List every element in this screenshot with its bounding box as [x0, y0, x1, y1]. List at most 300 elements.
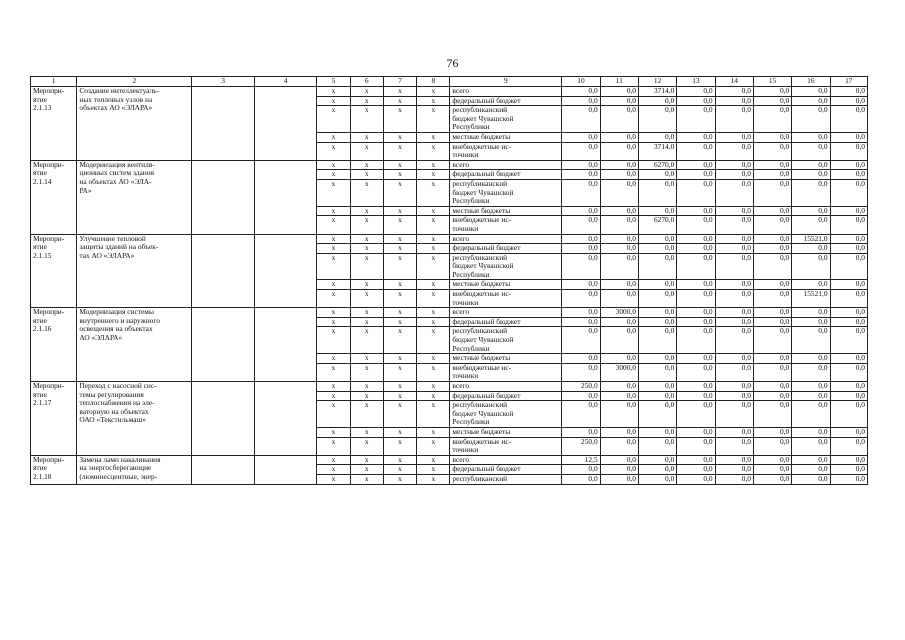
x-mark-cell: x	[317, 455, 350, 465]
funding-source-cell	[450, 132, 562, 142]
x-mark-cell: x	[350, 401, 383, 428]
value-cell: 0,0	[600, 354, 638, 364]
value-cell: 0,0	[830, 106, 867, 133]
value-cell: 0,0	[830, 253, 867, 280]
value-cell: 0,0	[753, 244, 791, 254]
value-cell: 0,0	[677, 354, 715, 364]
table-row	[31, 234, 868, 244]
value-cell: 0,0	[792, 382, 830, 392]
page-number: 76	[446, 56, 459, 70]
value-cell: 0,0	[753, 382, 791, 392]
x-mark-cell: x	[317, 253, 350, 280]
value-cell: 0,0	[830, 280, 867, 290]
x-mark-cell: x	[417, 216, 450, 234]
text-line: внебюджетные ис-	[452, 142, 512, 151]
value-cell: 0,0	[638, 234, 676, 244]
x-mark-cell: x	[317, 382, 350, 392]
measure-name-cell	[77, 455, 192, 484]
x-mark-cell: x	[383, 427, 416, 437]
measure-label-cell	[31, 234, 77, 308]
value-cell: 0,0	[830, 308, 867, 318]
text-line: Меропри-	[33, 307, 65, 317]
text-line: Республики	[452, 343, 490, 353]
x-mark-cell: x	[350, 132, 383, 142]
header-col-2: 2	[77, 77, 192, 87]
header-col-15: 15	[753, 77, 791, 87]
value-cell: 0,0	[715, 160, 753, 170]
funding-source-cell	[450, 465, 562, 475]
header-col-13: 13	[677, 77, 715, 87]
value-cell: 0,0	[715, 253, 753, 280]
value-cell: 0,0	[562, 160, 600, 170]
value-cell: 0,0	[600, 216, 638, 234]
text-line: республиканский	[452, 179, 508, 188]
value-cell: 250,0	[562, 437, 600, 455]
funding-source-cell	[450, 317, 562, 327]
funding-source-cell	[450, 427, 562, 437]
value-cell: 0,0	[715, 206, 753, 216]
funding-source-cell	[450, 179, 562, 206]
text-line: ОАО «Текстильмаш»	[79, 415, 146, 425]
value-cell: 0,0	[830, 363, 867, 381]
header-col-12: 12	[638, 77, 676, 87]
value-cell: 6270,0	[638, 216, 676, 234]
x-mark-cell: x	[383, 96, 416, 106]
x-mark-cell: x	[417, 308, 450, 318]
value-cell: 0,0	[792, 170, 830, 180]
value-cell: 0,0	[562, 170, 600, 180]
value-cell: 0,0	[792, 317, 830, 327]
x-mark-cell: x	[417, 106, 450, 133]
funding-source-cell	[450, 87, 562, 97]
x-mark-cell: x	[317, 132, 350, 142]
value-cell: 0,0	[715, 327, 753, 354]
text-line: всего	[452, 234, 470, 243]
value-cell: 0,0	[677, 317, 715, 327]
value-cell: 0,0	[677, 132, 715, 142]
funding-source-cell	[450, 160, 562, 170]
funding-source-cell	[450, 170, 562, 180]
text-line: Республики	[452, 196, 490, 206]
x-mark-cell: x	[350, 465, 383, 475]
value-cell: 0,0	[792, 106, 830, 133]
text-line: всего	[452, 381, 470, 390]
value-cell: 0,0	[715, 179, 753, 206]
value-cell: 0,0	[715, 216, 753, 234]
x-mark-cell: x	[317, 170, 350, 180]
value-cell: 0,0	[715, 290, 753, 308]
table-row	[31, 87, 868, 97]
text-line: АО «ЭЛАРА»	[79, 333, 123, 343]
value-cell: 0,0	[830, 455, 867, 465]
text-line: бюджет Чувашской	[452, 335, 514, 345]
value-cell: 0,0	[677, 455, 715, 465]
text-line: Переход с насосной сис-	[79, 381, 157, 390]
value-cell: 250,0	[562, 382, 600, 392]
measure-label-cell	[31, 308, 77, 382]
x-mark-cell: x	[417, 437, 450, 455]
header-col-1: 1	[31, 77, 77, 87]
value-cell: 0,0	[677, 290, 715, 308]
value-cell: 0,0	[562, 391, 600, 401]
funding-source-cell	[450, 455, 562, 465]
value-cell: 0,0	[600, 290, 638, 308]
x-mark-cell: x	[317, 179, 350, 206]
funding-source-cell	[450, 280, 562, 290]
x-mark-cell: x	[350, 382, 383, 392]
measure-label-cell	[31, 455, 77, 484]
x-mark-cell: x	[317, 206, 350, 216]
value-cell: 0,0	[753, 160, 791, 170]
value-cell: 0,0	[600, 106, 638, 133]
header-col-17: 17	[830, 77, 867, 87]
value-cell: 0,0	[638, 363, 676, 381]
x-mark-cell: x	[383, 354, 416, 364]
value-cell: 0,0	[562, 106, 600, 133]
text-line: федеральный бюджет	[452, 464, 521, 474]
value-cell: 0,0	[792, 142, 830, 160]
value-cell: 0,0	[753, 132, 791, 142]
text-line: Меропри-	[33, 381, 65, 390]
x-mark-cell: x	[383, 142, 416, 160]
x-mark-cell: x	[350, 290, 383, 308]
value-cell: 0,0	[830, 465, 867, 475]
x-mark-cell: x	[317, 465, 350, 475]
value-cell: 0,0	[715, 455, 753, 465]
x-mark-cell: x	[383, 132, 416, 142]
value-cell: 0,0	[753, 308, 791, 318]
text-line: Улучшение тепловой	[79, 234, 146, 243]
text-line: точники	[452, 297, 479, 307]
x-mark-cell: x	[383, 290, 416, 308]
value-cell: 0,0	[792, 427, 830, 437]
text-line: защиты зданий на объек-	[79, 242, 159, 252]
text-line: республиканский	[452, 474, 508, 483]
value-cell: 0,0	[792, 465, 830, 475]
value-cell: 0,0	[677, 142, 715, 160]
x-mark-cell: x	[417, 401, 450, 428]
x-mark-cell: x	[350, 160, 383, 170]
value-cell: 0,0	[677, 216, 715, 234]
funding-source-cell	[450, 308, 562, 318]
text-line: точники	[452, 150, 479, 160]
text-line: ных тепловых узлов на	[79, 94, 153, 104]
x-mark-cell: x	[417, 234, 450, 244]
table-row	[31, 382, 868, 392]
x-mark-cell: x	[317, 401, 350, 428]
text-line: (люминесцентные, энер-	[79, 471, 158, 481]
value-cell: 15521,0	[792, 234, 830, 244]
value-cell: 0,0	[562, 474, 600, 484]
x-mark-cell: x	[317, 234, 350, 244]
x-mark-cell: x	[350, 244, 383, 254]
col3-cell	[192, 382, 255, 456]
value-cell: 0,0	[830, 170, 867, 180]
text-line: внебюджетные ис-	[452, 437, 512, 446]
value-cell: 0,0	[792, 363, 830, 381]
header-col-3: 3	[192, 77, 255, 87]
funding-source-cell	[450, 474, 562, 484]
funding-source-cell	[450, 244, 562, 254]
value-cell: 0,0	[600, 401, 638, 428]
value-cell: 0,0	[562, 308, 600, 318]
value-cell: 0,0	[677, 427, 715, 437]
value-cell: 0,0	[562, 234, 600, 244]
value-cell: 0,0	[638, 465, 676, 475]
value-cell: 0,0	[830, 437, 867, 455]
col3-cell	[192, 160, 255, 234]
x-mark-cell: x	[383, 106, 416, 133]
value-cell: 0,0	[830, 327, 867, 354]
value-cell: 0,0	[638, 179, 676, 206]
value-cell: 0,0	[677, 253, 715, 280]
text-line: Меропри-	[33, 234, 65, 243]
value-cell: 3000,0	[600, 308, 638, 318]
x-mark-cell: x	[350, 179, 383, 206]
text-line: освещения на объектах	[79, 324, 153, 334]
x-mark-cell: x	[350, 87, 383, 97]
value-cell: 0,0	[830, 427, 867, 437]
text-line: местные бюджеты	[452, 353, 511, 363]
value-cell: 0,0	[562, 132, 600, 142]
x-mark-cell: x	[383, 437, 416, 455]
x-mark-cell: x	[417, 363, 450, 381]
value-cell: 0,0	[830, 317, 867, 327]
measure-name-cell	[77, 87, 192, 161]
text-line: точники	[452, 445, 479, 455]
text-line: местные бюджеты	[452, 132, 511, 141]
value-cell: 0,0	[753, 216, 791, 234]
header-col-11: 11	[600, 77, 638, 87]
x-mark-cell: x	[317, 391, 350, 401]
x-mark-cell: x	[350, 308, 383, 318]
value-cell: 0,0	[638, 427, 676, 437]
value-cell: 0,0	[753, 170, 791, 180]
text-line: 2.1.17	[33, 398, 52, 408]
value-cell: 0,0	[792, 474, 830, 484]
value-cell: 6270,0	[638, 160, 676, 170]
text-line: Меропри-	[33, 455, 65, 464]
value-cell: 0,0	[792, 308, 830, 318]
value-cell: 0,0	[677, 170, 715, 180]
value-cell: 0,0	[638, 280, 676, 290]
text-line: федеральный бюджет	[452, 169, 521, 179]
value-cell: 0,0	[562, 354, 600, 364]
value-cell: 0,0	[600, 317, 638, 327]
value-cell: 0,0	[677, 382, 715, 392]
text-line: 2.1.15	[33, 250, 52, 260]
value-cell: 0,0	[715, 354, 753, 364]
value-cell: 0,0	[600, 327, 638, 354]
header-col-8: 8	[417, 77, 450, 87]
value-cell: 0,0	[830, 244, 867, 254]
text-line: республиканский	[452, 105, 508, 115]
x-mark-cell: x	[350, 96, 383, 106]
x-mark-cell: x	[317, 437, 350, 455]
value-cell: 0,0	[715, 106, 753, 133]
x-mark-cell: x	[317, 216, 350, 234]
text-line: местные бюджеты	[452, 427, 511, 436]
value-cell: 0,0	[715, 317, 753, 327]
value-cell: 0,0	[753, 106, 791, 133]
value-cell: 0,0	[715, 465, 753, 475]
value-cell: 0,0	[792, 244, 830, 254]
value-cell: 0,0	[677, 363, 715, 381]
value-cell: 0,0	[792, 253, 830, 280]
x-mark-cell: x	[350, 253, 383, 280]
value-cell: 0,0	[753, 234, 791, 244]
value-cell: 0,0	[677, 234, 715, 244]
value-cell: 0,0	[715, 363, 753, 381]
x-mark-cell: x	[417, 96, 450, 106]
value-cell: 0,0	[562, 280, 600, 290]
x-mark-cell: x	[350, 317, 383, 327]
col4-cell	[254, 382, 317, 456]
value-cell: 0,0	[830, 160, 867, 170]
text-line: республиканский	[452, 400, 508, 410]
value-cell: 0,0	[638, 96, 676, 106]
value-cell: 3714,0	[638, 87, 676, 97]
x-mark-cell: x	[383, 179, 416, 206]
x-mark-cell: x	[417, 317, 450, 327]
col4-cell	[254, 234, 317, 308]
measure-name-cell	[77, 160, 192, 234]
x-mark-cell: x	[417, 391, 450, 401]
col3-cell	[192, 234, 255, 308]
text-line: всего	[452, 455, 470, 464]
value-cell: 0,0	[600, 474, 638, 484]
x-mark-cell: x	[417, 142, 450, 160]
x-mark-cell: x	[417, 382, 450, 392]
x-mark-cell: x	[350, 327, 383, 354]
col4-cell	[254, 308, 317, 382]
x-mark-cell: x	[417, 244, 450, 254]
text-line: ятие	[33, 389, 47, 399]
value-cell: 0,0	[753, 465, 791, 475]
value-cell: 0,0	[753, 327, 791, 354]
funding-source-cell	[450, 234, 562, 244]
value-cell: 0,0	[792, 132, 830, 142]
x-mark-cell: x	[317, 327, 350, 354]
funding-source-cell	[450, 354, 562, 364]
measure-label-cell	[31, 382, 77, 456]
x-mark-cell: x	[417, 290, 450, 308]
value-cell: 0,0	[792, 455, 830, 465]
value-cell: 0,0	[600, 437, 638, 455]
x-mark-cell: x	[383, 87, 416, 97]
x-mark-cell: x	[317, 354, 350, 364]
text-line: темы регулирования	[79, 389, 144, 399]
table-row	[31, 160, 868, 170]
measure-name-cell	[77, 234, 192, 308]
value-cell: 0,0	[715, 132, 753, 142]
value-cell: 0,0	[677, 391, 715, 401]
value-cell: 0,0	[753, 179, 791, 206]
x-mark-cell: x	[317, 87, 350, 97]
value-cell: 0,0	[600, 455, 638, 465]
text-line: всего	[452, 86, 470, 95]
value-cell: 0,0	[638, 382, 676, 392]
x-mark-cell: x	[417, 170, 450, 180]
text-line: федеральный бюджет	[452, 391, 521, 400]
value-cell: 0,0	[753, 253, 791, 280]
x-mark-cell: x	[383, 391, 416, 401]
x-mark-cell: x	[417, 455, 450, 465]
value-cell: 0,0	[677, 106, 715, 133]
x-mark-cell: x	[417, 427, 450, 437]
x-mark-cell: x	[383, 465, 416, 475]
value-cell: 0,0	[638, 132, 676, 142]
value-cell: 0,0	[715, 280, 753, 290]
x-mark-cell: x	[383, 160, 416, 170]
value-cell: 0,0	[830, 401, 867, 428]
x-mark-cell: x	[417, 354, 450, 364]
text-line: точники	[452, 371, 479, 381]
text-line: на объектах АО «ЭЛА-	[79, 176, 152, 186]
col3-cell	[192, 308, 255, 382]
value-cell: 0,0	[638, 253, 676, 280]
col4-cell	[254, 160, 317, 234]
header-col-16: 16	[792, 77, 830, 87]
value-cell: 0,0	[830, 206, 867, 216]
value-cell: 0,0	[715, 308, 753, 318]
value-cell: 0,0	[600, 280, 638, 290]
text-line: ятие	[33, 463, 47, 473]
value-cell: 0,0	[830, 132, 867, 142]
x-mark-cell: x	[383, 327, 416, 354]
value-cell: 0,0	[792, 216, 830, 234]
text-line: точники	[452, 223, 479, 233]
value-cell: 0,0	[638, 308, 676, 318]
value-cell: 0,0	[792, 401, 830, 428]
value-cell: 0,0	[638, 391, 676, 401]
value-cell: 0,0	[830, 474, 867, 484]
value-cell: 0,0	[638, 437, 676, 455]
value-cell: 0,0	[753, 437, 791, 455]
value-cell: 0,0	[792, 437, 830, 455]
x-mark-cell: x	[417, 253, 450, 280]
text-line: всего	[452, 307, 470, 317]
value-cell: 0,0	[753, 363, 791, 381]
x-mark-cell: x	[417, 87, 450, 97]
value-cell: 0,0	[677, 87, 715, 97]
text-line: федеральный бюджет	[452, 317, 521, 326]
value-cell: 0,0	[792, 206, 830, 216]
x-mark-cell: x	[383, 382, 416, 392]
text-line: внутреннего и наружного	[79, 315, 160, 325]
x-mark-cell: x	[317, 106, 350, 133]
x-mark-cell: x	[383, 401, 416, 428]
col3-cell	[192, 87, 255, 161]
value-cell: 0,0	[753, 290, 791, 308]
value-cell: 0,0	[600, 142, 638, 160]
x-mark-cell: x	[383, 455, 416, 465]
value-cell: 0,0	[600, 96, 638, 106]
x-mark-cell: x	[350, 391, 383, 401]
funding-source-cell	[450, 142, 562, 160]
x-mark-cell: x	[350, 106, 383, 133]
x-mark-cell: x	[417, 179, 450, 206]
value-cell: 0,0	[600, 160, 638, 170]
header-col-14: 14	[715, 77, 753, 87]
value-cell: 0,0	[562, 142, 600, 160]
col4-cell	[254, 87, 317, 161]
x-mark-cell: x	[317, 96, 350, 106]
text-line: на энергосберегающие	[79, 463, 152, 473]
value-cell: 0,0	[638, 290, 676, 308]
header-col-9: 9	[450, 77, 562, 87]
value-cell: 0,0	[562, 363, 600, 381]
